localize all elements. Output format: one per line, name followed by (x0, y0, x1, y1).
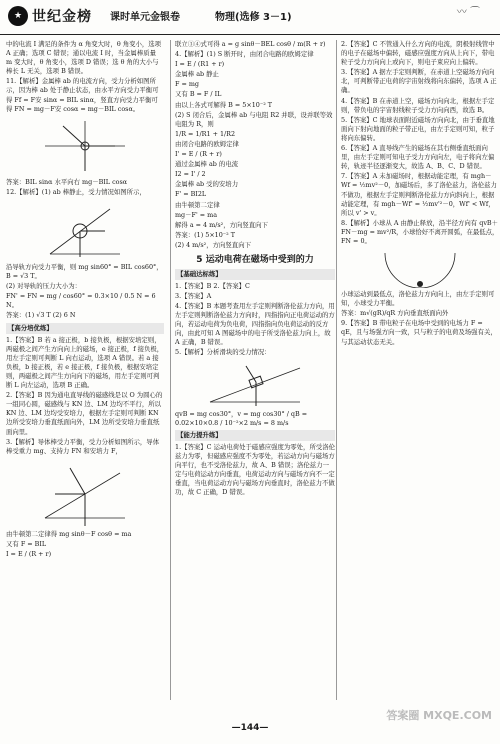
rail-force-figure (35, 458, 135, 528)
paragraph: 小球运动到最低点，洛伦兹力方向向上，由左手定则可知，小球受力平衡。 (341, 290, 495, 308)
paragraph: 8.【解析】小球从 A 由静止释放，沿半径方向有 qvB＋FN－mg = mv²/R，小球恰好不离开圆弧，在最低点，FN = 0。 (341, 218, 499, 245)
slider-incline-figure (200, 360, 310, 408)
force-diagram-figure (35, 116, 135, 176)
paragraph: 6.【答案】A 直导线产生的磁场在其右侧垂直纸面向里，由左手定则可知电子受力方向向左，电子将向左偏转，轨迹半径逐渐变大，故选 A、B、C、D 错误。 (341, 144, 495, 171)
answer-line: 答案：(1) √3 T (2) 6 N (6, 311, 76, 320)
paragraph: 解得 a = 4 m/s²，方向竖直向下 (175, 220, 268, 229)
paragraph: 9.【答案】B 带电粒子在电场中受到的电场力 F = qE，且与场强方向一致，只与粒子的电荷及场强有关，与其运动状态无关。 (341, 319, 497, 346)
page-number: —144— (231, 723, 269, 733)
paragraph: 5.【解析】分析滑块的受力情况： (175, 348, 271, 357)
formula: I' = E / (R + r) (175, 150, 222, 159)
paragraph: 通过金属棒 ab 的电流 (175, 160, 239, 169)
paragraph: 由牛顿第二定律 (175, 200, 220, 209)
paragraph: (2) 对导轨的压力大小为： (6, 282, 81, 291)
answer-line: 答案：(1) 5×10⁻² T (175, 230, 236, 239)
paragraph: 3.【答案】A 据左手定则判断，在赤道上空磁场方向向北，可判断带正电荷的宇宙射线将向东偏转，选项 A 正确。 (341, 68, 497, 95)
paragraph: 12.【解析】(1) ab 棒静止，受力情况如图所示， (6, 187, 146, 196)
paragraph: 1.【答案】B 若 a 接正极，b 接负极，根据安培定则，两磁极之间产生方向向上的磁场，e 接正极，f 接负极，用左手定则可判断 L 向右运动，选项 A 错误。若 a 接负极，b 接正极，若 e 接正极，f 接负极，根据安培定则，两磁极之间产生方向向下的磁场，用左手定则可判断 L 向左运动，选项 B 正确。 (6, 335, 164, 390)
paragraph: 1.【答案】C 运动电荷处于磁感应强度为零处，所受洛伦兹力为零，但磁感应强度不为零处，若运动方向与磁场方向平行，也不受洛伦兹力，故 A、B 错误；洛伦兹力一定与电荷运动方向垂直，电荷运动方向与磁场方向不一定垂直，当电荷运动方向与磁场方向垂直时，洛伦兹力不做功，故 C 正确，D 错误。 (175, 442, 335, 497)
formula: F = mg (175, 80, 200, 89)
ball-arc-figure (375, 248, 465, 288)
site-watermark: 答案圈 MXQE.COM (386, 709, 492, 722)
paragraph: 3.【解析】导体棒受力平衡，受力分析如图所示，导体棒受重力 mg、支持力 FN 和安培力 F， (6, 437, 160, 455)
paragraph: qvB = mg cos30°，v = mg cos30° / qB = 0.02×10×0.8 / 10⁻²×2 m/s = 8 m/s (175, 409, 308, 427)
paragraph: 中的电流 I 满足的条件为 α 角变大时，θ 角变小，选项 A 正确；选项 C 错误；通以电流 I 时，当金属棒质量 m 变大时，θ 角变小，选项 D 错误；选 θ 角的大小与棒长 L 无关，选项 B 错误。 (6, 40, 162, 76)
paragraph: 4.【答案】B 本题考查用左手定则判断洛伦兹力方向，用左手定则判断洛伦兹力方向时，四指指向正电荷运动的方向，若运动电荷为负电荷，四指指向负电荷运动的反方向，由此可知 A 图磁场中的电子所受洛伦兹力向上，故 A 正确，B 错误。 (175, 302, 335, 347)
paragraph: 联立③④式可得 a = g sinθ－BEL cosθ / m(R + r) (175, 40, 326, 48)
page-header (0, 0, 500, 35)
paragraph: 2.【答案】B 因为通电直导线的磁感线是以 O 为圆心的一组同心圆，磁感线与 KN 边、LM 边均不平行，所以 KN 边、LM 边均受安培力，根据左手定则可判断 KN 边所受安培力垂直纸面向外，LM 边所受安培力垂直纸面向里。 (6, 391, 163, 436)
brand-name: 世纪金榜 (32, 9, 92, 25)
formula: 又有 B = F / IL (175, 90, 222, 99)
column-right (336, 40, 499, 700)
birds-decoration-icon: 〰 ⌒ (456, 7, 480, 18)
answer-line: (2) 4 m/s²，方向竖直向下 (175, 240, 251, 249)
section-heading: 【能力提升练】 (175, 430, 335, 441)
paragraph: 由闭合电路的欧姆定律 (175, 139, 239, 148)
paragraph: 4.【答案】B 在赤道上空，磁场方向向北，根据左手定则，带负电的宇宙射线粒子受力方向向西，故选 B。 (341, 96, 495, 114)
formula: 1/R = 1/R1 + 1/R2 (175, 129, 236, 138)
column-left (6, 40, 164, 700)
paragraph: 金属棒 ab 静止 (175, 70, 219, 79)
formula: I2 = I' / 2 (175, 170, 206, 179)
paragraph: 5.【答案】C 地球表面附近磁场方向向北，由于垂直地面向下射向地面的粒子带正电，由左手定则可知，粒子将向东偏转。 (341, 115, 495, 142)
formula: mg－F' = ma (175, 210, 218, 219)
series-title: 课时单元金银卷 (110, 12, 180, 23)
subject-title: 物理(选修 3－1) (215, 12, 292, 23)
brand-logo-icon: ★ (8, 6, 28, 26)
paragraph: 由以上各式可解得 B = 5×10⁻² T (175, 100, 273, 109)
formula: I = E / (R1 + r) (175, 60, 225, 69)
answer-line: 答案：m√(gR)/qR 方向垂直纸面向外 (341, 309, 449, 318)
paragraph: 2.【答案】C 不管通入什么方向的电流，阴极射线管中的电子在磁场中偏转，磁感应强度方向从上向下，带电粒子受力方向向上或向下，则电子束应向上偏转。 (341, 40, 495, 67)
formula: F' = BI2L (175, 190, 207, 199)
paragraph: 7.【答案】A 未加磁场时，根据动能定理，有 mgh－Wf = ½mv²－0，加磁场后，多了洛伦兹力，洛伦兹力不做功，根据左手定则判断洛伦兹力方向斜向上，根据动能定理，有 mgh－Wf' = ½mv'²－0，Wf' < Wf，所以 v' > v。 (341, 172, 497, 217)
paragraph: FN' = FN = mg / cos60° = 0.3×10 / 0.5 N = 6 N。 (6, 292, 156, 310)
paragraph: 金属棒 ab 受的安培力 (175, 180, 239, 189)
paragraph: 4.【解析】(1) S 断开时，由闭合电路的欧姆定律 (175, 50, 314, 59)
paragraph: 11.【解析】金属棒 ab 的电流方向，受力分析如图所示，因为棒 ab 处于静止状态，由水平方向受力平衡可得 Ff = F安 sinα = BIL sinα，竖直方向受力平衡可得 FN = mg－F安 cosα = mg－BIL cosα。 (6, 77, 159, 113)
paragraph: 沿导轨方向受力平衡，则 mg sin60° = BIL cos60°，B = √3 T。 (6, 262, 163, 281)
section-heading: 【基础达标练】 (175, 269, 335, 280)
paragraph: 又有 F = BIL (6, 539, 47, 548)
section-heading: 【高分培优练】 (6, 323, 164, 334)
paragraph: (2) S 闭合后，金属棒 ab 与电阻 R2 并联，设并联等效电阻为 R，则 (175, 110, 333, 128)
answer-line: 答案：BIL sinα 水平向右 mg－BIL cosα (6, 177, 128, 186)
incline-force-figure (40, 199, 130, 261)
paragraph: 1.【答案】B 2.【答案】C (175, 281, 250, 290)
paragraph: 由牛顿第二定律得 mg sinθ－F cosθ = ma (6, 529, 132, 538)
paragraph: 3.【答案】A (175, 291, 212, 300)
paragraph: I = E / (R + r) (6, 550, 52, 558)
column-middle (170, 40, 335, 700)
chapter-title: 5 运动电荷在磁场中受到的力 (196, 254, 314, 265)
